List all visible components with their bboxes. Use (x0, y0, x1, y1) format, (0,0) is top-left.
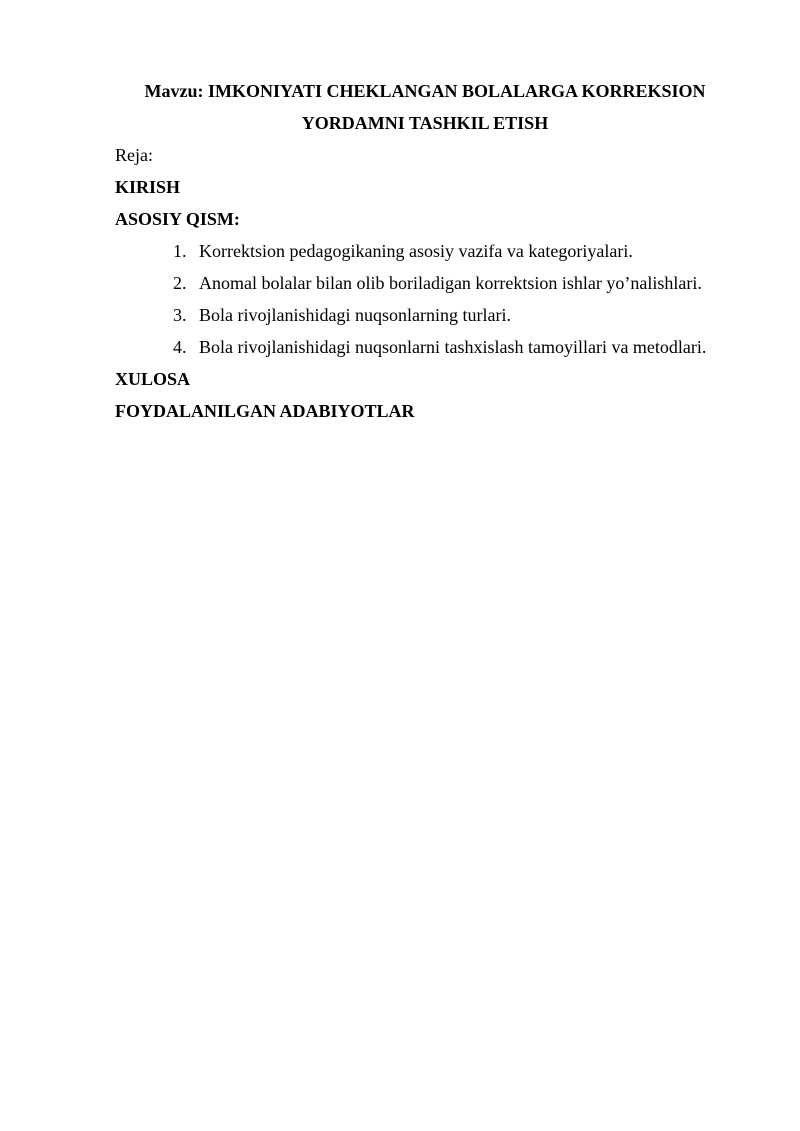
plan-item-number: 4. (173, 337, 187, 357)
plan-item-1 (115, 235, 735, 267)
plan-list (115, 235, 735, 363)
references-heading: FOYDALANILGAN ADABIYOTLAR (115, 401, 415, 421)
plan-item-2 (115, 267, 735, 299)
plan-item-text: Korrektsion pedagogikaning asosiy vazifa va kategoriyalari. (199, 241, 633, 261)
plan-item-text: Bola rivojlanishidagi nuqsonlarning turlari. (199, 305, 511, 325)
conclusion-heading: XULOSA (115, 369, 191, 389)
intro-heading: KIRISH (115, 177, 181, 197)
main-part-heading: ASOSIY QISM: (115, 209, 240, 229)
plan-item-text: Bola rivojlanishidagi nuqsonlarni tashxislash tamoyillari va metodlari. (199, 337, 707, 357)
plan-item-number: 3. (173, 305, 187, 325)
document-content (115, 75, 735, 427)
plan-item-number: 2. (173, 273, 187, 293)
plan-label: Reja: (115, 145, 153, 165)
title-line-1: Mavzu: IMKONIYATI CHEKLANGAN BOLALARGA KORREKSION (144, 81, 706, 101)
plan-item-4 (115, 331, 735, 363)
plan-item-number: 1. (173, 241, 187, 261)
plan-item-3 (115, 299, 735, 331)
title-line-2: YORDAMNI TASHKIL ETISH (301, 113, 549, 133)
document-title (115, 75, 735, 139)
plan-item-text: Anomal bolalar bilan olib boriladigan korrektsion ishlar yo’nalishlari. (199, 273, 702, 293)
